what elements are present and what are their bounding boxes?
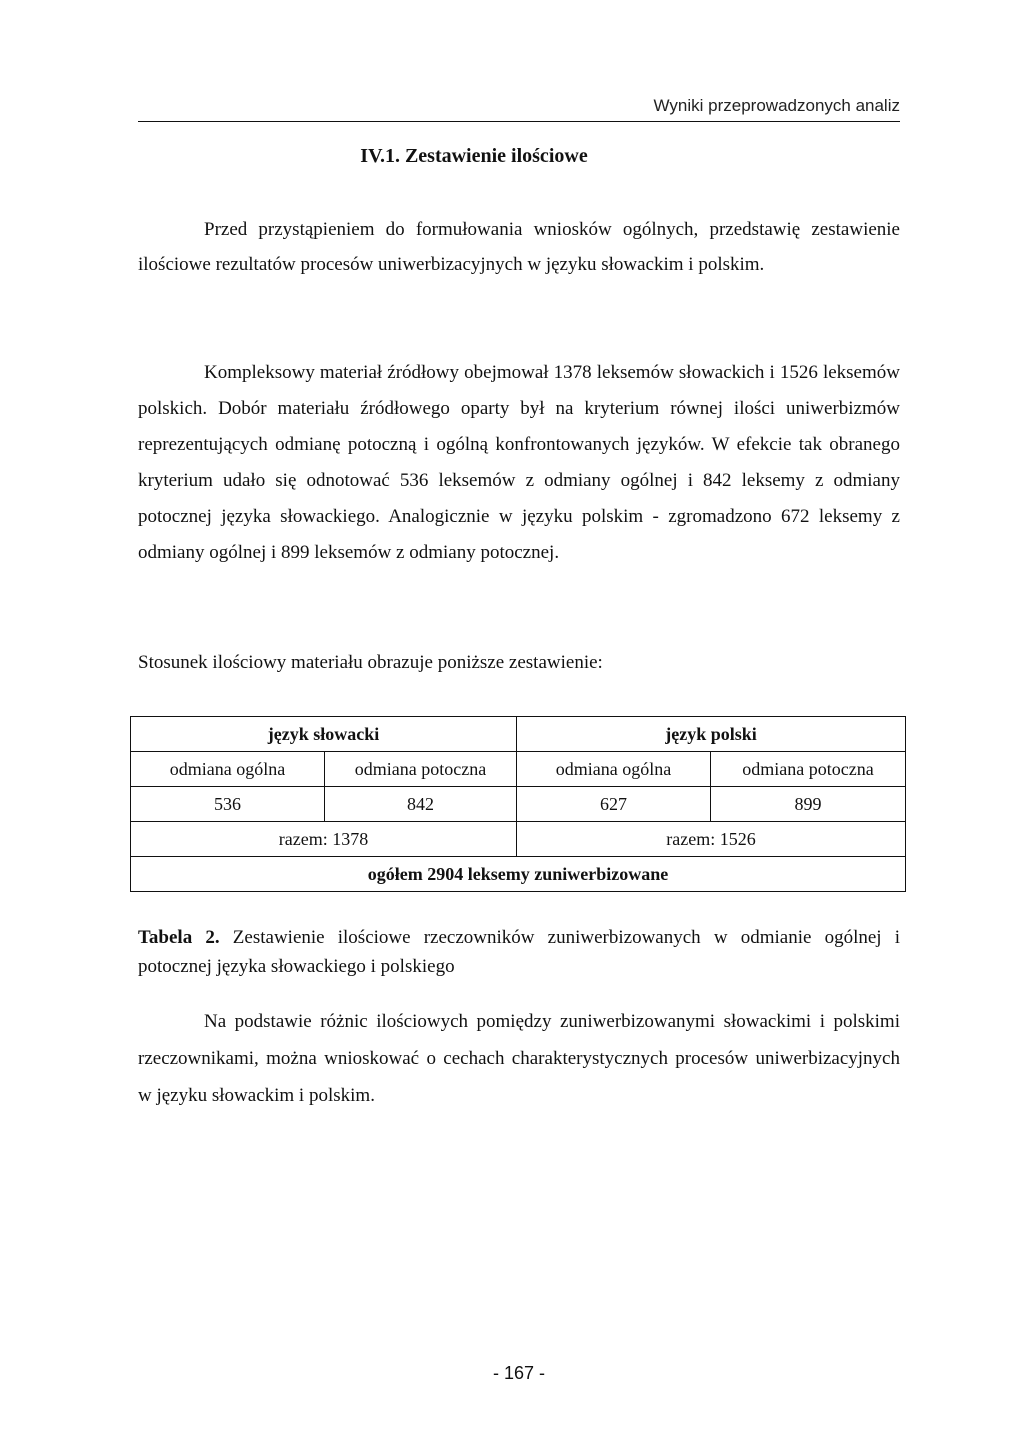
running-header: Wyniki przeprowadzonych analiz	[653, 96, 900, 115]
paragraph-material-text: Kompleksowy materiał źródłowy obejmował 1378 leksemów słowackich i 1526 leksemów polskich. Dobór materiału źródłowego oparty był na kryterium równej ilości uniwerbizmów reprezentujących odmianę potoczną i ogólną konfrontowanych języków. W efekcie tak obranego kryterium udało się odnotować 536 leksemów z odmiany ogólnej i 842 leksemy z odmiany potocznej języka słowackiego. Analogicznie w języku polskim - zgromadzono 672 leksemy z odmiany ogólnej i 899 leksemów z odmiany potocznej.	[138, 362, 900, 563]
table-subheader: odmiana potoczna	[711, 752, 906, 787]
table-total-polish: razem: 1526	[517, 822, 906, 857]
table-row	[131, 717, 906, 752]
section-title: IV.1. Zestawienie ilościowe	[360, 145, 588, 167]
table-cell: 536	[131, 787, 325, 822]
paragraph-table-intro	[138, 645, 900, 680]
table-row	[131, 787, 906, 822]
table-row	[131, 822, 906, 857]
paragraph-conclusion-text: Na podstawie różnic ilościowych pomiędzy zuniwerbizowanymi słowackimi i polskimi rzeczownikami, można wnioskować o cechach charakterystycznych procesów uniwerbizacyjnych w języku słowackim i polskim.	[138, 1011, 900, 1106]
table-caption	[138, 923, 900, 981]
paragraph-conclusion	[138, 1003, 900, 1114]
table-row	[131, 857, 906, 892]
table-row	[131, 752, 906, 787]
header-rule	[138, 121, 900, 122]
table-cell: 627	[517, 787, 711, 822]
paragraph-material	[138, 355, 900, 571]
table-header-polish: język polski	[517, 717, 906, 752]
quantity-table	[130, 716, 906, 892]
paragraph-table-intro-text: Stosunek ilościowy materiału obrazuje poniższe zestawienie:	[138, 652, 603, 673]
page-number: - 167 -	[492, 1363, 546, 1383]
paragraph-intro	[138, 212, 900, 282]
table-total-slovak: razem: 1378	[131, 822, 517, 857]
paragraph-intro-text: Przed przystąpieniem do formułowania wniosków ogólnych, przedstawię zestawienie ilościowe rezultatów procesów uniwerbizacyjnych w języku słowackim i polskim.	[138, 219, 900, 275]
caption-text: Zestawienie ilościowe rzeczowników zuniwerbizowanych w odmianie ogólnej i potocznej języka słowackiego i polskiego	[138, 927, 901, 977]
table-subheader: odmiana ogólna	[131, 752, 325, 787]
table-subheader: odmiana ogólna	[517, 752, 711, 787]
table-header-slovak: język słowacki	[131, 717, 517, 752]
table-cell: 842	[325, 787, 517, 822]
caption-label: Tabela 2.	[138, 927, 220, 948]
table-cell: 899	[711, 787, 906, 822]
table-grand-total: ogółem 2904 leksemy zuniwerbizowane	[131, 857, 906, 892]
table-subheader: odmiana potoczna	[325, 752, 517, 787]
